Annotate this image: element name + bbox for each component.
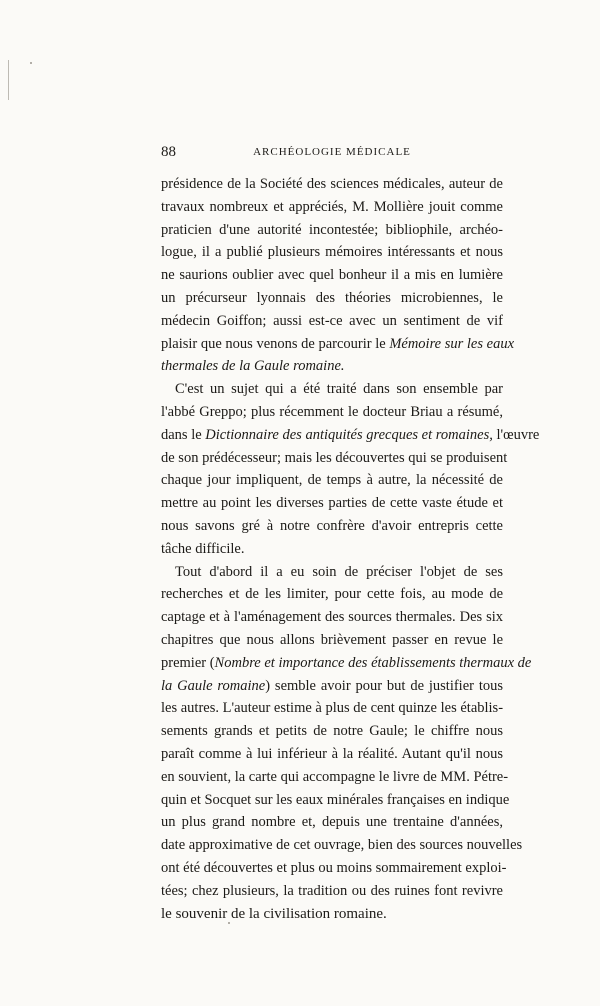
text-line: captage et à l'aménagement des sources thermales. Des six: [161, 609, 503, 626]
text-line: médecin Goiffon; aussi est-ce avec un sentiment de vif: [161, 312, 503, 329]
text-line: les autres. L'auteur estime à plus de cent quinze les établis-: [161, 700, 504, 717]
page-header: [161, 144, 503, 164]
text-line: [161, 355, 503, 378]
text-line: premier (Nombre et importance des établissements thermaux de: [161, 654, 532, 671]
text-line: chaque jour impliquent, de temps à autre, la nécessité de: [161, 472, 503, 489]
text-line: travaux nombreux et appréciés, M. Mollière jouit comme: [161, 198, 503, 215]
italic-title: thermales de la Gaule romaine.: [161, 358, 345, 375]
text-line: dans le Dictionnaire des antiquités grecques et romaines, l'œuvre: [161, 426, 540, 443]
text-line: un plus grand nombre et, depuis une trentaine d'années,: [161, 814, 503, 831]
text-line: nous savons gré à notre confrère d'avoir entrepris cette: [161, 517, 503, 534]
text-line: le souvenir de la civilisation romaine.: [161, 905, 387, 922]
text-line: tées; chez plusieurs, la tradition ou des ruines font revivre: [161, 882, 503, 899]
text-line: date approximative de cet ouvrage, bien des sources nouvelles: [161, 837, 523, 854]
italic-title: la Gaule romaine: [161, 677, 266, 694]
text-line: recherches et de les limiter, pour cette fois, au mode de: [161, 586, 503, 603]
text-line: tâche difficile.: [161, 540, 245, 557]
text-line: logue, il a publié plusieurs mémoires intéressants et nous: [161, 244, 503, 261]
text-line: l'abbé Greppo; plus récemment le docteur Briau a résumé,: [161, 403, 503, 420]
body-text: [161, 173, 540, 925]
text-line: quin et Socquet sur les eaux minérales françaises en indique: [161, 791, 510, 808]
text-line: chapitres que nous allons brièvement passer en revue le: [161, 631, 503, 648]
scan-edge-mark: [8, 60, 9, 100]
text-line: mettre au point les diverses parties de cette vaste étude et: [161, 495, 503, 512]
text-line: la Gaule romaine) semble avoir pour but de justifier tous: [161, 677, 503, 694]
italic-title: Mémoire sur les eaux: [389, 335, 515, 352]
text-line: présidence de la Société des sciences médicales, auteur de: [161, 176, 503, 192]
text-line: en souvient, la carte qui accompagne le livre de MM. Pétre-: [161, 768, 509, 785]
text-line: sements grands et petits de notre Gaule; le chiffre nous: [161, 723, 503, 740]
paragraph-start: C'est un sujet qui a été traité dans son ensemble par: [175, 381, 503, 398]
italic-title: Dictionnaire des antiquités grecques et romaines,: [205, 426, 493, 443]
italic-title: Nombre et importance des établissements thermaux de: [214, 654, 532, 671]
text-line: paraît comme à lui inférieur à la réalité. Autant qu'il nous: [161, 745, 503, 762]
running-title: ARCHÉOLOGIE MÉDICALE: [253, 146, 411, 158]
text-line: un précurseur lyonnais des théories microbiennes, le: [161, 289, 503, 306]
text-line: praticien d'une autorité incontestée; bibliophile, archéo-: [161, 221, 503, 238]
page-number: 88: [161, 144, 176, 160]
scan-speck: [30, 62, 32, 64]
text-line: ont été découvertes et plus ou moins sommairement exploi-: [161, 859, 507, 876]
text-line: ne saurions oublier avec quel bonheur il a mis en lumière: [161, 267, 503, 284]
text-line: de son prédécesseur; mais les découvertes qui se produisent: [161, 449, 508, 466]
paragraph-start: Tout d'abord il a eu soin de préciser l'objet de ses: [175, 563, 503, 580]
text-line: plaisir que nous venons de parcourir le Mémoire sur les eaux: [161, 335, 515, 352]
